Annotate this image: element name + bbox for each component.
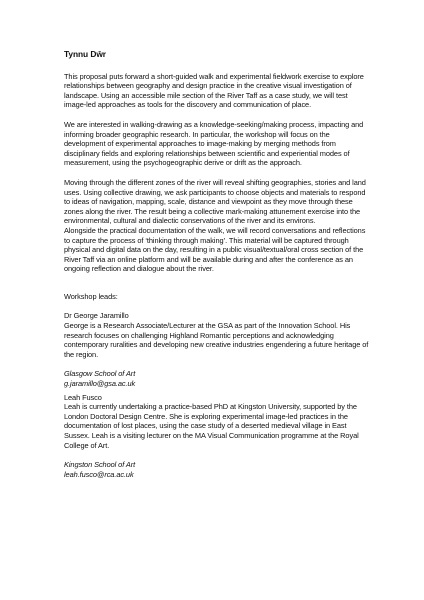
lead-institution: Kingston School of Art — [64, 460, 136, 470]
intro-paragraph: This proposal puts forward a short-guided walk and experimental fieldwork exercise to explore relationships between geography and design practice in the creative visual investigation of landscape. Using an accessible mile section of the River Taff as a case study, we will test image-led approaches as tools for the discovery and communication of place. — [64, 71, 364, 110]
lead-institution: Glasgow School of Art — [64, 369, 136, 379]
lead-name: Dr George Jaramillo — [64, 311, 129, 321]
lead-name: Leah Fusco — [64, 392, 102, 402]
lead-bio: George is a Research Associate/Lecturer at the GSA as part of the Innovation School. His research focuses on challenging Highland Romantic perceptions and acknowledging contemporary ruralities and developing new creative industries engendering a future heritage of the region. — [64, 321, 369, 359]
document-title: Tynnu Dŵr — [64, 49, 106, 59]
document-page — [64, 50, 370, 479]
workshop-leads-heading: Workshop leads: — [64, 291, 118, 301]
river-zones-paragraph: Moving through the different zones of the river will reveal shifting geographies, stories and land uses. Using collective drawing, we ask participants to choose objects and materials to respond to ideas of navigation, mapping, scale, distance and viewpoint as they move through these zones along the river. The result being a collective mark-making attunement exercise into the environmental, cultural and dialectic conservations of the river and its environs. — [64, 177, 366, 226]
walking-drawing-paragraph: We are interested in walking-drawing as a knowledge-seeking/making process, impacting and informing broader geographic research. In particular, the workshop will focus on the development of experimental approaches to image-making by merging methods from disciplinary fields and exploring relationships between scientific and experiential modes of measurement, using the psychogeographic derive or drift as the approach. — [64, 119, 364, 168]
lead-bio: Leah is currently undertaking a practice-based PhD at Kingston University, supported by the London Doctoral Design Centre. She is exploring experimental image-led practices in the documentation of lost places, using the case study of a deserted medieval village in East Sussex. Leah is a visiting lecturer on the MA Visual Communication programme at the Royal College of Art. — [64, 402, 359, 450]
lead-entry-jaramillo — [64, 311, 370, 388]
lead-entry-fusco — [64, 393, 370, 480]
lead-email: g.jaramillo@gsa.ac.uk — [64, 379, 136, 389]
documentation-paragraph: Alongside the practical documentation of the walk, we will record conversations and reflections to capture the process of ‘thinking through making’. This material will be captured through physical and digital data on the day, resulting in a public visual/textual/oral cross section of the River Taff via an online platform and will be available during and after the conference as an ongoing reflection and dialogue about the river. — [64, 225, 366, 274]
lead-email: leah.fusco@rca.ac.uk — [64, 469, 134, 479]
